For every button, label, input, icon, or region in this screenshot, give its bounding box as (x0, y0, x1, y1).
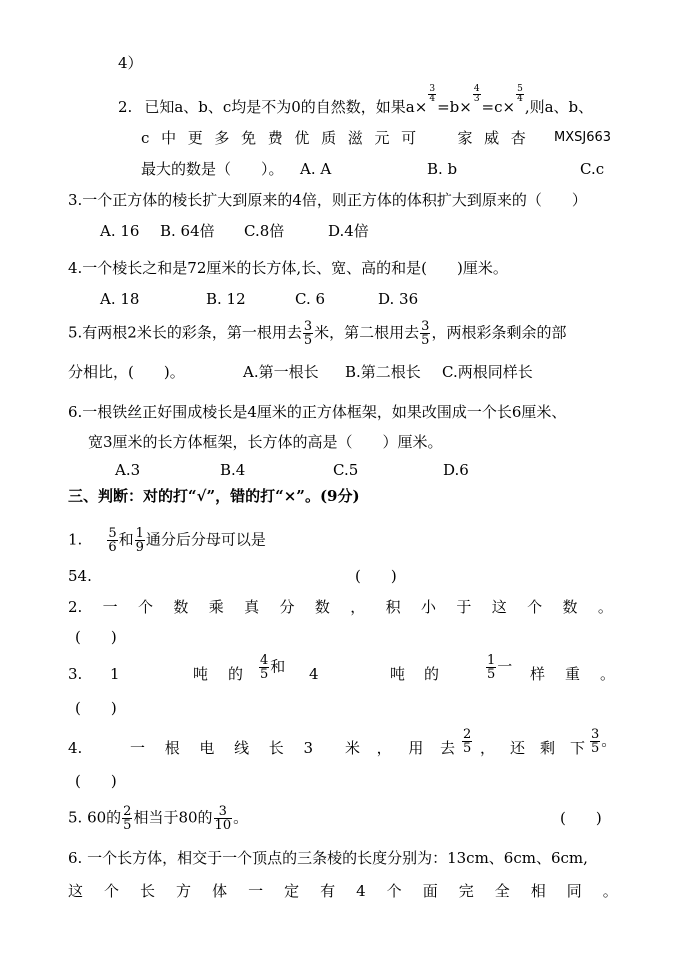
fraction: $\frac{3}{10}$ (214, 804, 232, 833)
char: 威 (484, 129, 500, 147)
char: 这 (491, 598, 507, 616)
char: 一 (248, 882, 264, 900)
answer-paren: ( ) (75, 699, 117, 717)
char: 同 (566, 882, 582, 900)
char: 乘 (208, 598, 224, 616)
char: 免 (241, 129, 257, 147)
option-c: C.两根同样长 (442, 363, 533, 381)
judge-1-line-1 (68, 527, 266, 554)
question-text: 5. 60的 (68, 808, 122, 827)
fraction: $\frac{3}{4}$ (429, 83, 436, 104)
char: 定 (284, 882, 300, 900)
char: 杏 (510, 129, 526, 147)
char: 下 (569, 739, 585, 757)
option-b: B. 12 (206, 290, 246, 308)
char: 质 (321, 129, 337, 147)
char: 完 (458, 882, 474, 900)
question-text: 米，第二根用去 (314, 323, 420, 342)
judge-2-line-1 (68, 597, 613, 617)
char: 个 (138, 598, 154, 616)
j3-text: 4 (309, 665, 319, 683)
question-5-line-2: 分相比，( )。 (68, 363, 185, 381)
char: 可 (401, 129, 417, 147)
j4-frac-group (589, 728, 616, 755)
char: 3 (303, 739, 313, 757)
question-4: 4.一个棱长之和是72厘米的长方体,长、宽、高的和是( )厘米。 (68, 259, 508, 277)
char: 剩 (539, 739, 555, 757)
j3-text: 重 (565, 665, 581, 683)
char: 元 (374, 129, 390, 147)
option-b: B. b (427, 160, 458, 178)
j3-text: 的 (424, 665, 440, 683)
question-text: 和 (270, 657, 286, 676)
char: 一 (102, 598, 118, 616)
fraction: $\frac{3}{5}$ (421, 319, 430, 348)
option-a: A. 18 (100, 290, 140, 308)
char: 这 (68, 882, 84, 900)
option-d: D.4倍 (328, 222, 369, 240)
char: 相 (530, 882, 546, 900)
char: 多 (214, 129, 230, 147)
question-text: =b× (437, 98, 472, 116)
question-text: 一 (497, 657, 513, 676)
char: 去 (439, 739, 455, 757)
char: 面 (422, 882, 438, 900)
char: 长 (140, 882, 156, 900)
fraction: $\frac{3}{5}$ (303, 319, 313, 348)
question-text: 已知a、b、c均是不为0的自然数，如果a× (144, 98, 428, 116)
question-2-line-3: 最大的数是（ ）。 (141, 160, 284, 178)
fraction: $\frac{4}{3}$ (473, 83, 480, 104)
char: 数 (314, 598, 330, 616)
answer-paren: ( ) (560, 809, 602, 827)
char: 真 (244, 598, 260, 616)
fraction: $\frac{3}{5}$ (591, 727, 600, 756)
question-6-line-1: 6.一根铁丝正好围成棱长是4厘米的正方体框架，如果改围成一个长6厘米、 (68, 403, 567, 421)
question-3: 3.一个正方体的棱长扩大到原来的4倍，则正方体的体积扩大到原来的（ ） (68, 191, 587, 209)
char: ， (480, 739, 496, 757)
question-text: 相当于80的 (133, 808, 213, 827)
question-text: =c× (481, 98, 516, 116)
option-a: A. A (300, 160, 332, 178)
fraction: $\frac{4}{5}$ (260, 653, 269, 682)
question-2-line-1 (118, 83, 594, 118)
judge-6-line-1: 6. 一个长方体，相交于一个顶点的三条棱的长度分别为：13cm、6cm、6cm, (68, 849, 588, 867)
option-b: B.第二根长 (345, 363, 421, 381)
answer-paren: ( ) (355, 567, 397, 585)
j3-text: 样 (530, 665, 546, 683)
char: 于 (456, 598, 472, 616)
question-number: 1. (68, 530, 83, 549)
answer-paren: ( ) (75, 628, 117, 646)
j4-num: 4. (68, 739, 83, 757)
char: 更 (187, 129, 203, 147)
option-b: B.4 (220, 461, 246, 479)
option-c: C.8倍 (244, 222, 285, 240)
question-text: 5.有两根2米长的彩条，第一根用去 (68, 323, 302, 342)
option-a: A. 16 (100, 222, 140, 240)
char: 滋 (347, 129, 363, 147)
char: 电 (199, 739, 215, 757)
question-5-line-1 (68, 320, 566, 347)
char: 优 (294, 129, 310, 147)
char: 个 (386, 882, 402, 900)
fraction: $\frac{1}{9}$ (135, 526, 144, 555)
option-c: C.5 (333, 461, 359, 479)
option-a: A.3 (115, 461, 141, 479)
judge-1-line-2: 54. (68, 567, 92, 585)
section-heading: 三、判断：对的打“√”，错的打“×”。(9分) (68, 487, 360, 505)
j3-frac-group (258, 654, 285, 681)
char: c (141, 129, 150, 147)
option-d: D.6 (443, 461, 469, 479)
char: 2. (68, 598, 83, 616)
question-text: 。 (601, 731, 617, 750)
j4-text-group (480, 738, 585, 758)
char: 用 (408, 739, 424, 757)
watermark-code: MXSJ663 (554, 130, 612, 145)
char: 数 (173, 598, 189, 616)
char: 一 (130, 739, 146, 757)
j3-num: 3. (68, 665, 83, 683)
char: 个 (104, 882, 120, 900)
char: 根 (164, 739, 180, 757)
char: 长 (268, 739, 284, 757)
question-text: ，两根彩条剩余的部 (431, 323, 567, 342)
char: 积 (385, 598, 401, 616)
char: 有 (320, 882, 336, 900)
answer-paren: ( ) (75, 772, 117, 790)
j3-frac-group (485, 654, 512, 681)
option-b: B. 64倍 (160, 222, 215, 240)
j3-text: 1 (110, 665, 120, 683)
j3-text: 吨 (193, 665, 209, 683)
j4-text-group (130, 738, 313, 758)
question-6-line-2: 宽3厘米的长方体框架，长方体的高是（ ）厘米。 (88, 433, 443, 451)
question-number: 2. (118, 98, 133, 116)
char: 小 (421, 598, 437, 616)
fraction: $\frac{5}{4}$ (517, 83, 523, 104)
question-text: 通分后分母可以是 (145, 530, 266, 549)
char: 全 (494, 882, 510, 900)
char: 分 (279, 598, 295, 616)
option-d: D. 36 (378, 290, 419, 308)
fraction: $\frac{2}{5}$ (463, 727, 472, 756)
char: 个 (527, 598, 543, 616)
j3-text: 。 (600, 665, 616, 683)
char: ， (376, 739, 392, 757)
char: 还 (509, 739, 525, 757)
prev-question-tail: 4） (118, 54, 143, 72)
question-2-line-2 (141, 128, 526, 148)
char: 。 (597, 598, 613, 616)
char: 家 (457, 129, 473, 147)
char: 中 (161, 129, 177, 147)
fraction: $\frac{5}{6}$ (108, 526, 117, 555)
option-c: C.c (580, 160, 605, 178)
question-text: 和 (118, 530, 134, 549)
option-a: A.第一根长 (243, 363, 319, 381)
judge-6-line-2 (68, 881, 618, 901)
question-text: 。 (233, 808, 249, 827)
j3-text: 的 (228, 665, 244, 683)
judge-5 (68, 805, 248, 832)
char: 体 (212, 882, 228, 900)
char: 方 (176, 882, 192, 900)
char: 米 (345, 739, 361, 757)
j4-text-group (345, 738, 455, 758)
fraction: $\frac{1}{5}$ (487, 653, 496, 682)
char: 费 (267, 129, 283, 147)
char: ， (350, 598, 366, 616)
fraction: $\frac{2}{5}$ (123, 804, 132, 833)
question-text: ,则a、b、 (524, 98, 594, 116)
j3-text: 吨 (390, 665, 406, 683)
char: 。 (602, 882, 618, 900)
j4-frac-group (461, 728, 473, 755)
char: 线 (234, 739, 250, 757)
char: 4 (356, 882, 366, 900)
option-c: C. 6 (295, 290, 326, 308)
char: 数 (562, 598, 578, 616)
